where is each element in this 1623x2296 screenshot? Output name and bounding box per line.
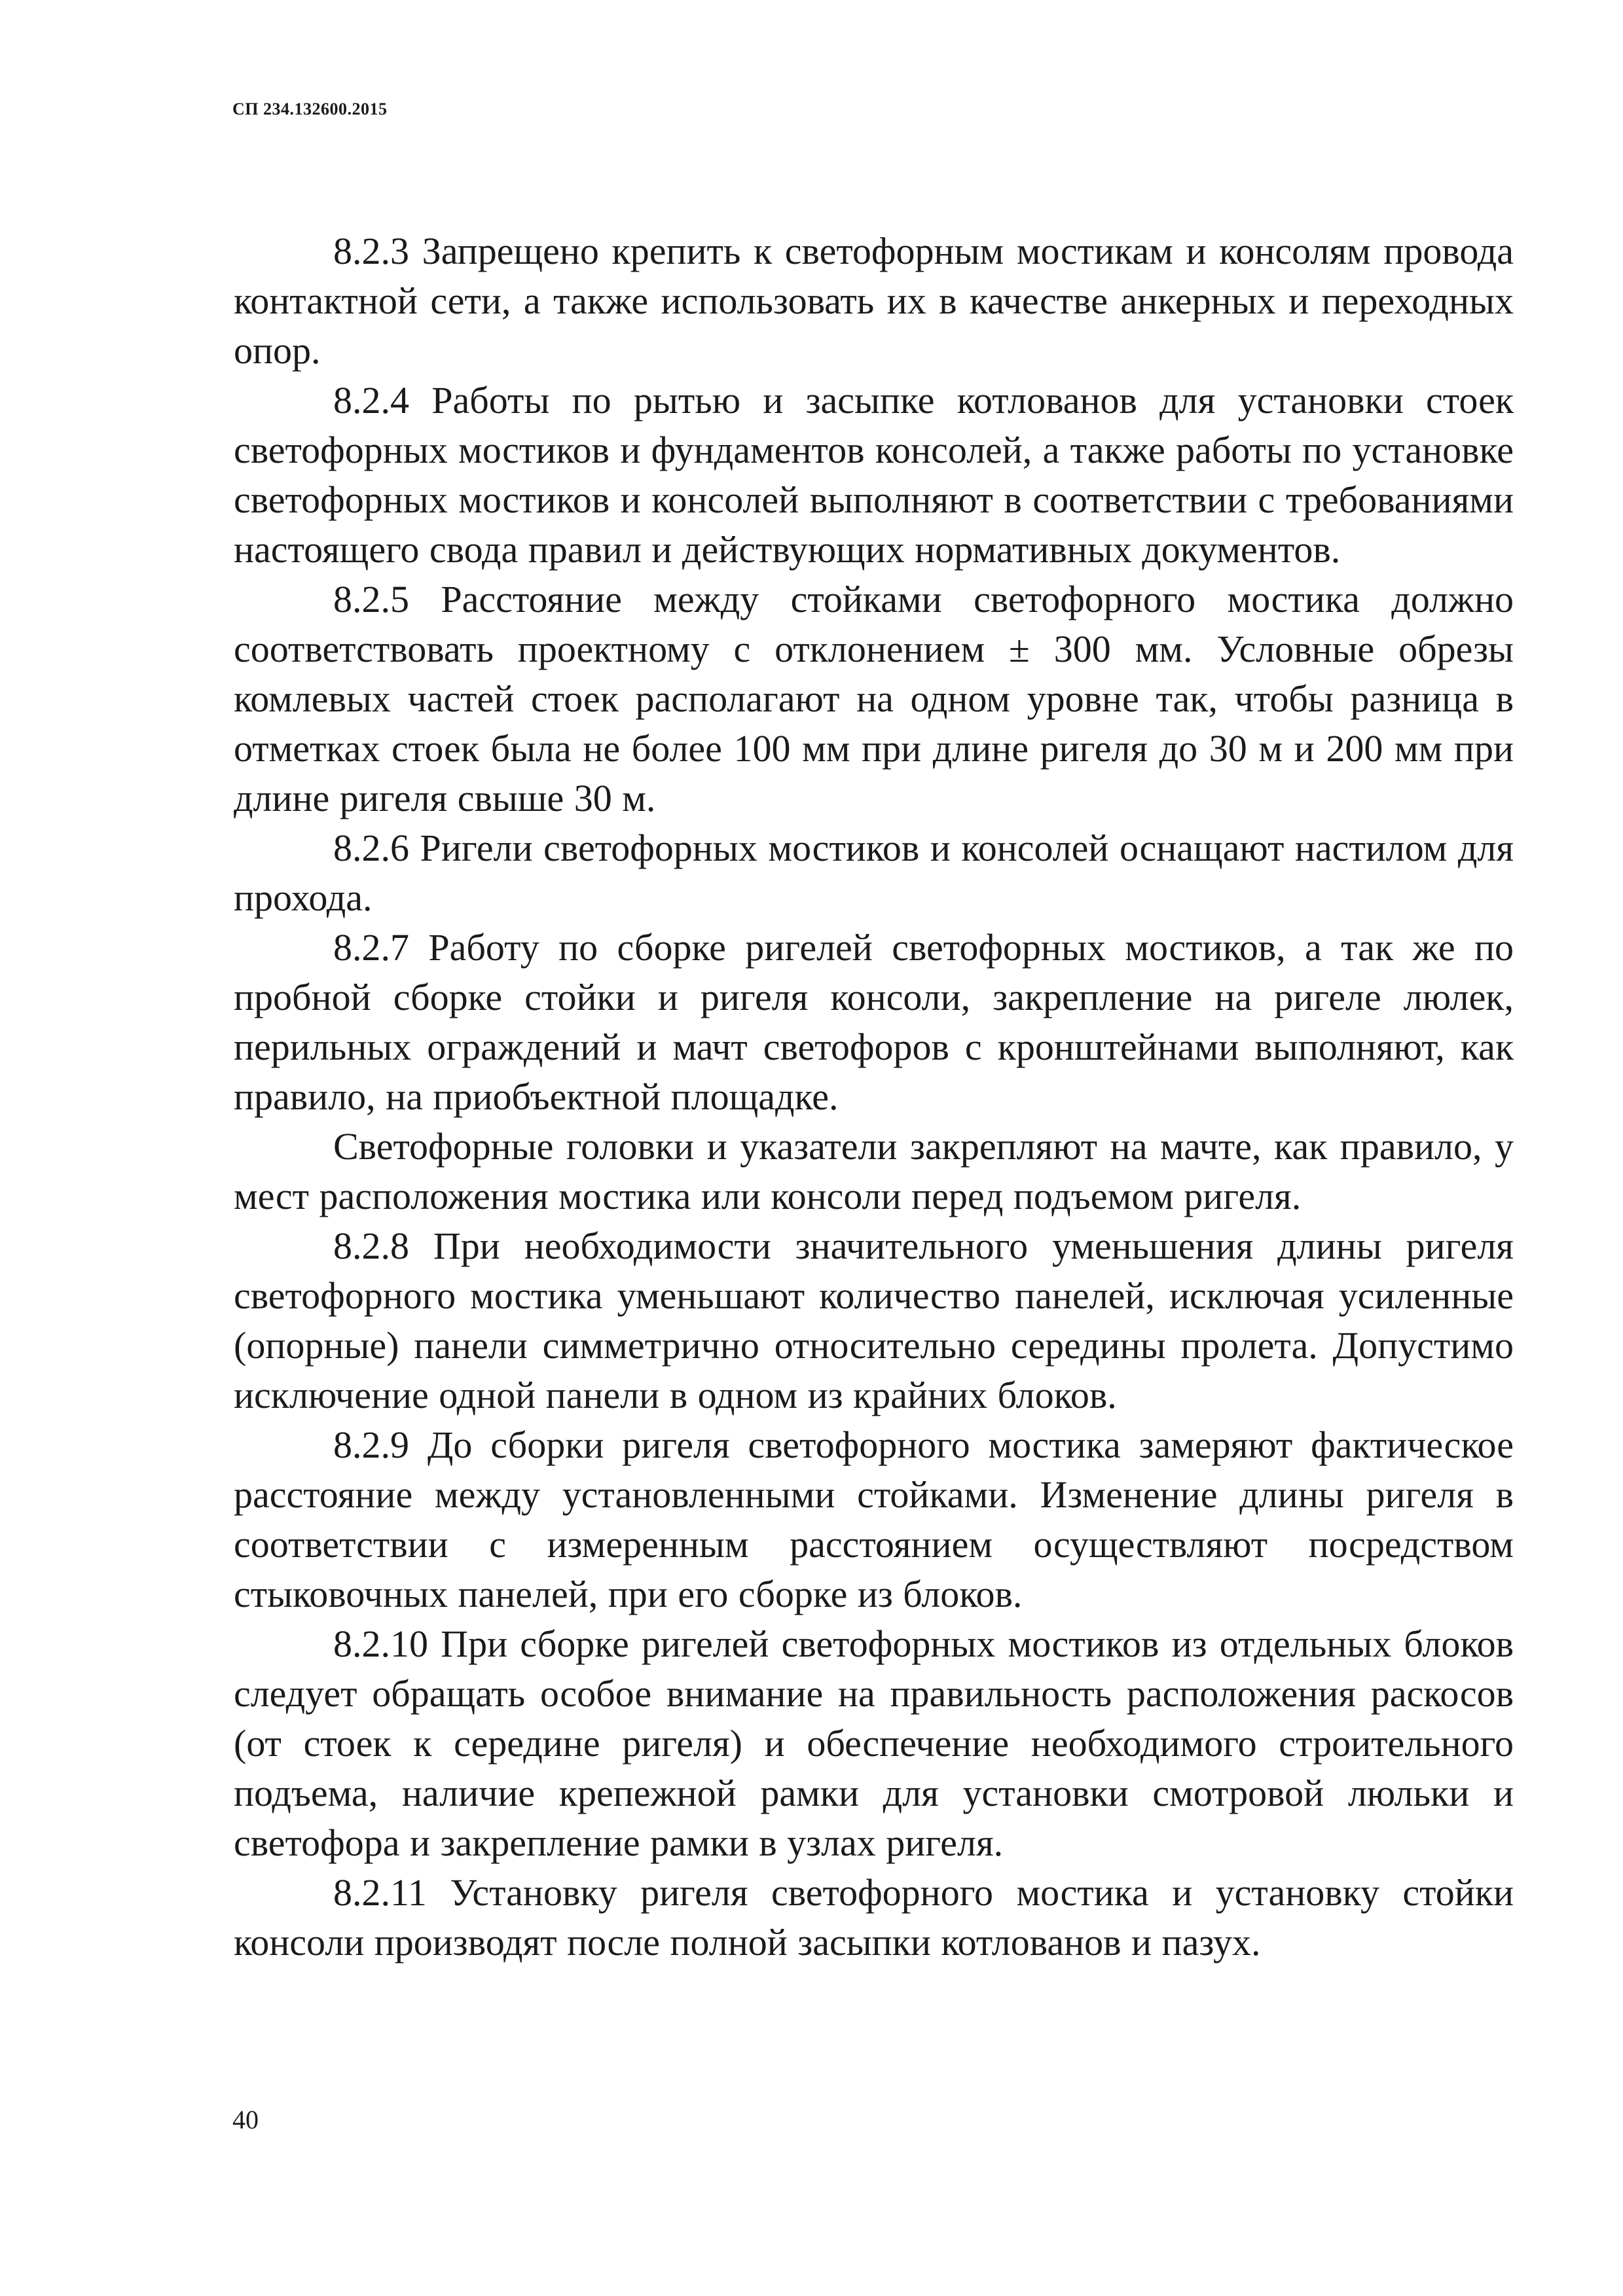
page-number: 40 bbox=[232, 2105, 259, 2134]
paragraph-8-2-9: 8.2.9 До сборки ригеля светофорного мостика замеряют фактическое расстояние между установленными стойками. Изменение длины ригеля в соответствии с измеренным расстоянием осуществляют посредством стыковочных панелей, при его сборке из блоков. bbox=[234, 1424, 1514, 1615]
paragraph-8-2-7-continued: Светофорные головки и указатели закрепляют на мачте, как правило, у мест расположения мостика или консоли перед подъемом ригеля. bbox=[234, 1125, 1514, 1217]
paragraph-8-2-4: 8.2.4 Работы по рытью и засыпке котлованов для установки стоек светофорных мостиков и фундаментов консолей, а также работы по установке светофорных мостиков и консолей выполняют в соответствии с требованиями настоящего свода правил и действующих нормативных документов. bbox=[234, 379, 1514, 571]
paragraph-8-2-10: 8.2.10 При сборке ригелей светофорных мостиков из отдельных блоков следует обращать особое внимание на правильность расположения раскосов (от стоек к середине ригеля) и обеспечение необходимого строительного подъема, наличие крепежной рамки для установки смотровой люльки и светофора и закрепление рамки в узлах ригеля. bbox=[234, 1623, 1514, 1864]
paragraph-8-2-3: 8.2.3 Запрещено крепить к светофорным мостикам и консолям провода контактной сети, а также использовать их в качестве анкерных и переходных опор. bbox=[234, 230, 1514, 372]
paragraph-8-2-7: 8.2.7 Работу по сборке ригелей светофорных мостиков, а так же по пробной сборке стойки и ригеля консоли, закрепление на ригеле люлек, перильных ограждений и мачт светофоров с кронштейнами выполняют, как правило, на приобъектной площадке. bbox=[234, 926, 1514, 1118]
paragraph-8-2-11: 8.2.11 Установку ригеля светофорного мостика и установку стойки консоли производят после полной засыпки котлованов и пазух. bbox=[234, 1871, 1514, 1964]
paragraph-8-2-8: 8.2.8 При необходимости значительного уменьшения длины ригеля светофорного мостика уменьшают количество панелей, исключая усиленные (опорные) панели симметрично относительно середины пролета. Допустимо исключение одной панели в одном из крайних блоков. bbox=[234, 1225, 1514, 1416]
document-body bbox=[234, 226, 1514, 1967]
document-code-header: СП 234.132600.2015 bbox=[232, 99, 388, 118]
paragraph-8-2-6: 8.2.6 Ригели светофорных мостиков и консолей оснащают настилом для прохода. bbox=[234, 827, 1514, 919]
paragraph-8-2-5: 8.2.5 Расстояние между стойками светофорного мостика должно соответствовать проектному с отклонением ± 300 мм. Условные обрезы комлевых частей стоек располагают на одном уровне так, чтобы разница в отметках стоек была не более 100 мм при длине ригеля до 30 м и 200 мм при длине ригеля свыше 30 м. bbox=[234, 578, 1514, 819]
